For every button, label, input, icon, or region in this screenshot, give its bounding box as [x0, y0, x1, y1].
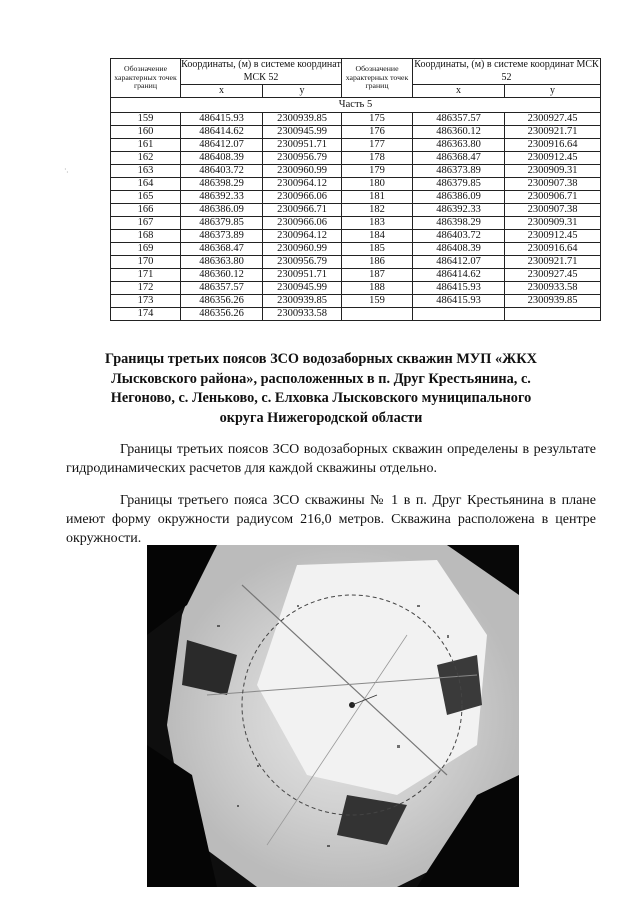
cell-point-left: 160: [111, 126, 181, 139]
cell-point-right: 180: [342, 178, 413, 191]
cell-x-right: 486415.93: [413, 295, 505, 308]
cell-x-right: 486415.93: [413, 282, 505, 295]
cell-y-left: 2300960.99: [263, 243, 342, 256]
cell-point-left: 165: [111, 191, 181, 204]
cell-x-left: 486415.93: [181, 113, 263, 126]
scan-speck: ·: [64, 165, 67, 174]
section-heading: Границы третьих поясов ЗСО водозаборных скважин МУП «ЖКХ Лысковского района», расположенных в п. Друг Крестьянина, с. Негоново, с. Леньково, с. Елховка Лысковского муниципального округа Нижегородской области: [105, 351, 537, 426]
cell-x-left: 486360.12: [181, 269, 263, 282]
cell-point-right: 159: [342, 295, 413, 308]
cell-y-right: 2300939.85: [505, 295, 601, 308]
header-x-right: x: [413, 85, 505, 98]
cell-y-left: 2300951.71: [263, 269, 342, 282]
cell-x-left: 486408.39: [181, 152, 263, 165]
cell-point-left: 161: [111, 139, 181, 152]
cell-x-left: 486414.62: [181, 126, 263, 139]
cell-x-left: 486379.85: [181, 217, 263, 230]
zone-map-image: [147, 545, 519, 887]
cell-y-right: 2300921.71: [505, 256, 601, 269]
header-designation-left: Обозначение характерных точек границ: [111, 59, 181, 98]
cell-point-left: 169: [111, 243, 181, 256]
header-y-right: y: [505, 85, 601, 98]
paragraph-well-1: Границы третьего пояса ЗСО скважины № 1 в п. Друг Крестьянина в плане имеют форму окружности радиусом 216,0 метров. Скважина расположена в центре окружности.: [66, 493, 596, 546]
cell-y-right: 2300921.71: [505, 126, 601, 139]
cell-x-left: 486356.26: [181, 295, 263, 308]
header-y-left: y: [263, 85, 342, 98]
cell-point-left: 171: [111, 269, 181, 282]
cell-y-right: 2300907.38: [505, 178, 601, 191]
cell-point-right: 179: [342, 165, 413, 178]
cell-point-right: [342, 308, 413, 321]
cell-x-left: 486363.80: [181, 256, 263, 269]
zone-map-graphic: [147, 545, 519, 887]
cell-x-right: 486386.09: [413, 191, 505, 204]
cell-point-right: 177: [342, 139, 413, 152]
table-row: [111, 282, 601, 295]
cell-x-right: 486379.85: [413, 178, 505, 191]
table-row: [111, 165, 601, 178]
cell-x-left: 486357.57: [181, 282, 263, 295]
cell-y-left: 2300956.79: [263, 152, 342, 165]
cell-point-left: 164: [111, 178, 181, 191]
cell-y-right: 2300912.45: [505, 152, 601, 165]
cell-x-left: 486398.29: [181, 178, 263, 191]
table-row: [111, 295, 601, 308]
table-row: [111, 269, 601, 282]
header-coords-left: Координаты, (м) в системе координат МСК 52: [181, 59, 341, 83]
cell-y-right: 2300906.71: [505, 191, 601, 204]
table-row: [111, 126, 601, 139]
cell-y-right: 2300907.38: [505, 204, 601, 217]
cell-point-left: 166: [111, 204, 181, 217]
cell-point-left: 172: [111, 282, 181, 295]
cell-point-left: 163: [111, 165, 181, 178]
cell-y-right: 2300916.64: [505, 139, 601, 152]
table-row: [111, 256, 601, 269]
cell-x-left: 486368.47: [181, 243, 263, 256]
cell-point-left: 170: [111, 256, 181, 269]
part-label: Часть 5: [111, 98, 601, 113]
cell-x-right: 486357.57: [413, 113, 505, 126]
cell-point-left: 159: [111, 113, 181, 126]
cell-point-right: 188: [342, 282, 413, 295]
cell-x-right: 486363.80: [413, 139, 505, 152]
cell-y-left: 2300945.99: [263, 126, 342, 139]
scan-speck: ·: [66, 168, 69, 177]
cell-point-right: 178: [342, 152, 413, 165]
cell-point-right: 175: [342, 113, 413, 126]
cell-y-left: 2300951.71: [263, 139, 342, 152]
cell-point-right: 181: [342, 191, 413, 204]
cell-y-left: 2300966.06: [263, 217, 342, 230]
cell-point-right: 182: [342, 204, 413, 217]
cell-point-left: 173: [111, 295, 181, 308]
cell-x-right: 486373.89: [413, 165, 505, 178]
header-coords-right: Координаты, (м) в системе координат МСК 52: [414, 59, 599, 83]
table-row: [111, 139, 601, 152]
cell-point-right: 184: [342, 230, 413, 243]
table-row: [111, 191, 601, 204]
cell-y-right: 2300927.45: [505, 113, 601, 126]
cell-x-right: 486408.39: [413, 243, 505, 256]
cell-y-right: 2300933.58: [505, 282, 601, 295]
cell-x-right: 486360.12: [413, 126, 505, 139]
coordinates-table: [110, 58, 601, 321]
cell-y-left: 2300966.06: [263, 191, 342, 204]
cell-point-right: 187: [342, 269, 413, 282]
cell-x-left: 486356.26: [181, 308, 263, 321]
cell-y-right: 2300916.64: [505, 243, 601, 256]
cell-y-left: 2300964.12: [263, 230, 342, 243]
cell-x-right: 486398.29: [413, 217, 505, 230]
table-row: [111, 204, 601, 217]
table-row: [111, 178, 601, 191]
cell-point-right: 183: [342, 217, 413, 230]
cell-y-left: 2300966.71: [263, 204, 342, 217]
cell-y-right: 2300912.45: [505, 230, 601, 243]
cell-point-right: 176: [342, 126, 413, 139]
paragraph-calculation: Границы третьих поясов ЗСО водозаборных скважин определены в результате гидродинамических расчетов для каждой скважины отдельно.: [66, 442, 596, 476]
cell-x-right: 486368.47: [413, 152, 505, 165]
cell-x-left: 486386.09: [181, 204, 263, 217]
cell-point-left: 174: [111, 308, 181, 321]
cell-x-right: 486403.72: [413, 230, 505, 243]
coordinates-table-body: [111, 113, 601, 321]
cell-point-right: 186: [342, 256, 413, 269]
cell-point-left: 168: [111, 230, 181, 243]
table-row: [111, 152, 601, 165]
cell-y-left: 2300939.85: [263, 295, 342, 308]
cell-y-right: 2300927.45: [505, 269, 601, 282]
cell-point-left: 167: [111, 217, 181, 230]
cell-x-left: 486412.07: [181, 139, 263, 152]
cell-y-left: 2300945.99: [263, 282, 342, 295]
cell-point-right: 185: [342, 243, 413, 256]
cell-y-left: 2300933.58: [263, 308, 342, 321]
table-row: [111, 243, 601, 256]
table-row: [111, 217, 601, 230]
cell-y-right: 2300909.31: [505, 165, 601, 178]
cell-y-right: 2300909.31: [505, 217, 601, 230]
cell-x-left: 486403.72: [181, 165, 263, 178]
cell-x-right: 486412.07: [413, 256, 505, 269]
cell-x-right: [413, 308, 505, 321]
header-x-left: x: [181, 85, 263, 98]
cell-x-right: 486414.62: [413, 269, 505, 282]
cell-y-left: 2300956.79: [263, 256, 342, 269]
cell-y-left: 2300960.99: [263, 165, 342, 178]
cell-x-right: 486392.33: [413, 204, 505, 217]
cell-y-right: [505, 308, 601, 321]
cell-y-left: 2300939.85: [263, 113, 342, 126]
cell-x-left: 486373.89: [181, 230, 263, 243]
cell-point-left: 162: [111, 152, 181, 165]
cell-x-left: 486392.33: [181, 191, 263, 204]
cell-y-left: 2300964.12: [263, 178, 342, 191]
header-designation-right: Обозначение характерных точек границ: [342, 59, 413, 98]
table-row: [111, 308, 601, 321]
table-row: [111, 230, 601, 243]
table-row: [111, 113, 601, 126]
